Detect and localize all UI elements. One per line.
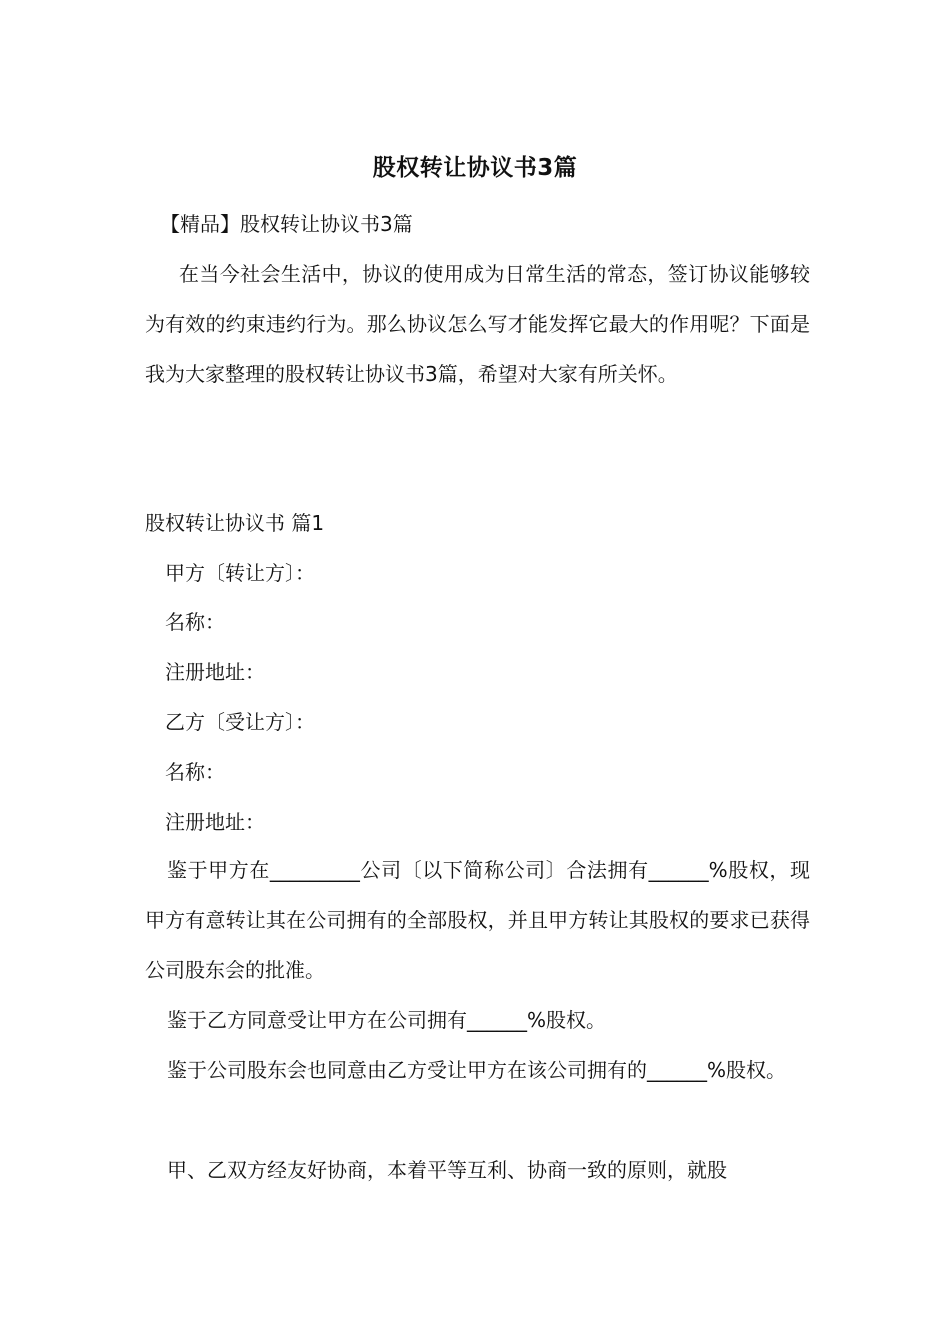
clause-paragraph: 鉴于乙方同意受让甲方在公司拥有______%股权。 <box>167 1008 607 1032</box>
section-heading: 股权转让协议书 篇1 <box>145 511 325 535</box>
party-b-label: 乙方〔受让方〕： <box>165 710 315 734</box>
intro-paragraph: 在当今社会生活中，协议的使用成为日常生活的常态，签订协议能够较为有效的约束违约行为。那么协议怎么写才能发挥它最大的作用呢？下面是我为大家整理的股权转让协议书3篇，希望对大家有所关怀。 <box>145 262 810 386</box>
party-b-address-label: 注册地址： <box>165 810 265 834</box>
clause-paragraph: 甲、乙双方经友好协商，本着平等互利、协商一致的原则，就股 <box>167 1158 727 1182</box>
clause-paragraph: 鉴于公司股东会也同意由乙方受让甲方在该公司拥有的______%股权。 <box>167 1058 787 1082</box>
party-a-label: 甲方〔转让方〕： <box>165 561 315 585</box>
party-b-name-label: 名称： <box>165 760 225 784</box>
party-a-address-label: 注册地址： <box>165 660 265 684</box>
document-title: 股权转让协议书3篇 <box>372 155 578 181</box>
document-subtitle: 【精品】股权转让协议书3篇 <box>160 212 413 236</box>
party-a-name-label: 名称： <box>165 610 225 634</box>
clause-paragraph: 鉴于甲方在_________公司〔以下简称公司〕合法拥有______%股权，现甲方有意转让其在公司拥有的全部股权，并且甲方转让其股权的要求已获得公司股东会的批准。 <box>145 858 810 982</box>
